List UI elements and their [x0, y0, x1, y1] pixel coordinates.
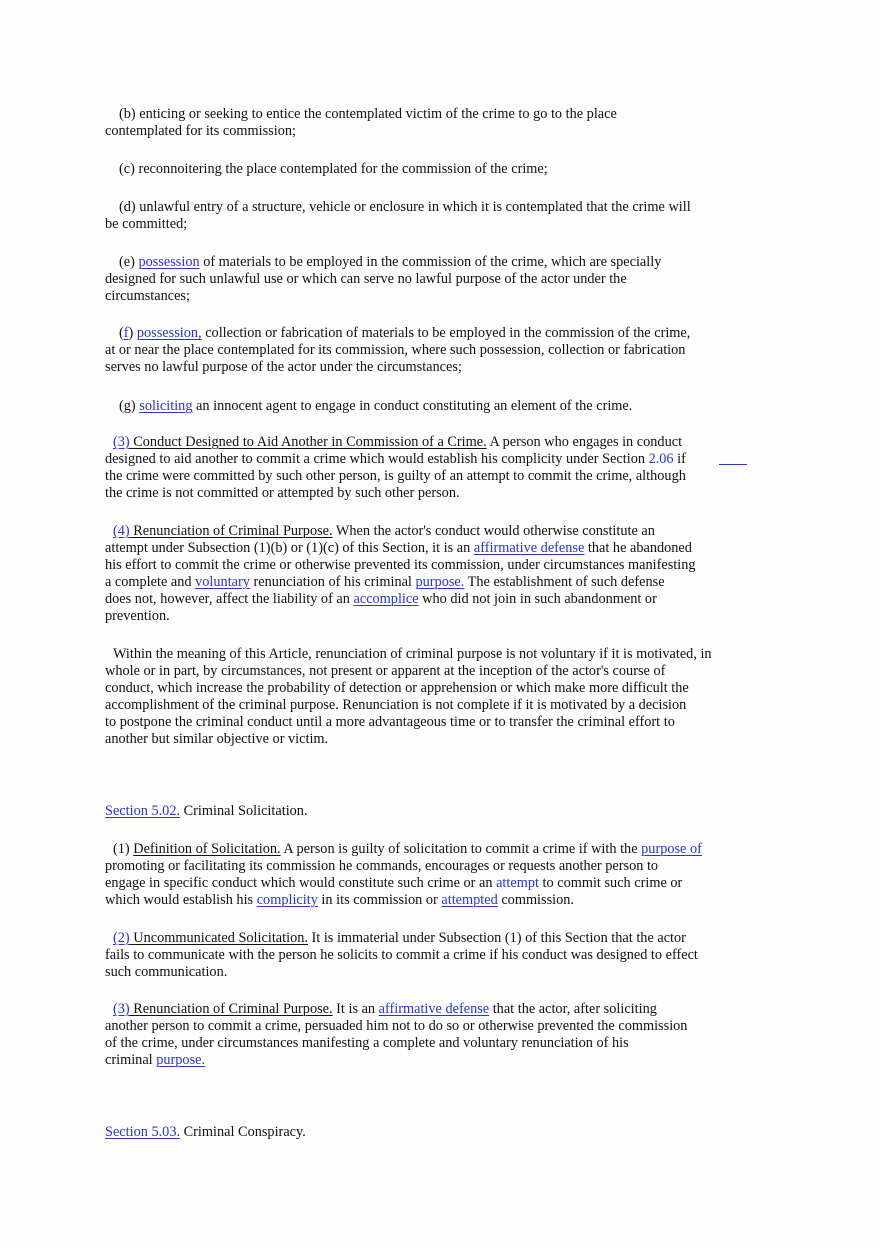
subsection-heading: Conduct Designed to Aid Another in Commission of a Crime. — [129, 434, 487, 450]
paragraph-line: the crime is not committed or attempted by such other person. — [105, 485, 460, 501]
paragraph-text: A person is guilty of solicitation to commit a crime if with the — [280, 841, 642, 857]
paragraph-line: prevention. — [105, 608, 170, 624]
paragraph-text: When the actor's conduct would otherwise constitute an — [332, 523, 655, 539]
uncommunicated-solicitation — [105, 930, 755, 981]
section-5-03-heading — [105, 1124, 755, 1141]
paragraph-c — [105, 161, 755, 178]
solicitation-definition — [105, 841, 755, 909]
paragraph-text: renunciation of his criminal — [249, 574, 416, 590]
paragraph-line: at or near the place contemplated for its commission, where such possession, collection or fabrication — [105, 342, 686, 358]
section-2-06-link[interactable]: 2.06 — [648, 451, 674, 467]
voluntary-link[interactable]: voluntary — [195, 574, 250, 590]
subsection-3-link[interactable]: (3) — [113, 1001, 130, 1017]
list-marker: ( — [119, 325, 124, 341]
paragraph-text: if — [673, 451, 686, 467]
f-link[interactable]: f — [123, 325, 129, 341]
possession-link[interactable]: possession, — [136, 325, 202, 341]
subsection-4-link[interactable]: (4) — [113, 523, 130, 539]
paragraph-line: designed for such unlawful use or which can serve no lawful purpose of the actor under the — [105, 271, 627, 287]
subsection-heading: Definition of Solicitation. — [133, 841, 281, 857]
paragraph-line: accomplishment of the criminal purpose. Renunciation is not complete if it is motivated by a decision — [105, 697, 687, 713]
paragraph-line: whole or in part, by circumstances, not present or apparent at the inception of the actor's course of — [105, 663, 666, 679]
paragraph-text: an innocent agent to engage in conduct constituting an element of the crime. — [192, 398, 633, 414]
affirmative-defense-link[interactable]: affirmative defense — [378, 1001, 490, 1017]
attempt-link[interactable]: attempt — [496, 875, 539, 891]
voluntary-renunciation-paragraph — [105, 646, 755, 748]
purpose-of-link[interactable]: purpose of — [641, 841, 702, 857]
paragraph-text: A person who engages in conduct — [486, 434, 683, 450]
list-marker: ) — [128, 325, 137, 341]
paragraph-line: contemplated for its commission; — [105, 123, 296, 139]
subsection-heading: Renunciation of Criminal Purpose. — [129, 1001, 333, 1017]
paragraph-text: commission. — [497, 892, 575, 908]
paragraph-g — [105, 398, 755, 415]
paragraph-text: It is an — [332, 1001, 379, 1017]
paragraph-text: does not, however, affect the liability of an — [105, 591, 354, 607]
paragraph-b — [105, 106, 755, 140]
paragraph-text: who did not join in such abandonment or — [418, 591, 657, 607]
paragraph-line: fails to communicate with the person he solicits to commit a crime if his conduct was designed to effect — [105, 947, 698, 963]
paragraph-text: of materials to be employed in the commission of the crime, which are specially — [199, 254, 662, 270]
section-5-02-heading — [105, 803, 755, 820]
paragraph-line: his effort to commit the crime or otherwise prevented its commission, under circumstances manifesting — [105, 557, 696, 573]
paragraph-text: designed to aid another to commit a crime which would establish his complicity under Section — [105, 451, 649, 467]
subsection-3-link[interactable]: (3) — [113, 434, 130, 450]
soliciting-link[interactable]: soliciting — [139, 398, 193, 414]
paragraph-line: the crime were committed by such other person, is guilty of an attempt to commit the crime, although — [105, 468, 686, 484]
paragraph-text: collection or fabrication of materials to be employed in the commission of the crime, — [201, 325, 691, 341]
paragraph-f — [105, 325, 755, 376]
paragraph-text: criminal — [105, 1052, 157, 1068]
paragraph-text: that he abandoned — [584, 540, 692, 556]
stray-link-underline — [719, 464, 747, 465]
paragraph-text: engage in specific conduct which would constitute such crime or an — [105, 875, 497, 891]
paragraph-text: that the actor, after soliciting — [489, 1001, 657, 1017]
paragraph-text: attempt under Subsection (1)(b) or (1)(c) of this Section, it is an — [105, 540, 474, 556]
subsection-2-link[interactable]: (2) — [113, 930, 130, 946]
paragraph-text: It is immaterial under Subsection (1) of this Section that the actor — [307, 930, 686, 946]
list-marker: (1) — [113, 841, 134, 857]
paragraph-text: to commit such crime or — [538, 875, 683, 891]
paragraph-line: such communication. — [105, 964, 228, 980]
paragraph-line: of the crime, under circumstances manifesting a complete and voluntary renunciation of his — [105, 1035, 629, 1051]
list-marker: (g) — [119, 398, 140, 414]
subsection-heading: Uncommunicated Solicitation. — [129, 930, 308, 946]
paragraph-text: a complete and — [105, 574, 196, 590]
paragraph-line: another person to commit a crime, persuaded him not to do so or otherwise prevented the commission — [105, 1018, 688, 1034]
accomplice-link[interactable]: accomplice — [353, 591, 419, 607]
section-5-02-link[interactable]: Section 5.02. — [105, 803, 181, 819]
complicity-link[interactable]: complicity — [256, 892, 318, 908]
affirmative-defense-link[interactable]: affirmative defense — [473, 540, 585, 556]
subsection-3-aid-another — [105, 434, 755, 502]
paragraph-line: conduct, which increase the probability of detection or apprehension or which make more difficult the — [105, 680, 689, 696]
section-title: Criminal Solicitation. — [180, 803, 308, 819]
paragraph-e — [105, 254, 755, 305]
section-title: Criminal Conspiracy. — [180, 1124, 306, 1140]
paragraph-line: promoting or facilitating its commission he commands, encourages or requests another person to — [105, 858, 659, 874]
paragraph-line: Within the meaning of this Article, renunciation of criminal purpose is not voluntary if it is motivated, in — [113, 646, 712, 662]
section-5-03-link[interactable]: Section 5.03. — [105, 1124, 181, 1140]
subsection-heading: Renunciation of Criminal Purpose. — [129, 523, 333, 539]
paragraph-line: to postpone the criminal conduct until a more advantageous time or to transfer the criminal effort to — [105, 714, 675, 730]
possession-link[interactable]: possession — [138, 254, 200, 270]
paragraph-text: which would establish his — [105, 892, 257, 908]
paragraph-line: (b) enticing or seeking to entice the contemplated victim of the crime to go to the place — [119, 106, 617, 122]
attempted-link[interactable]: attempted — [441, 892, 498, 908]
paragraph-line: (d) unlawful entry of a structure, vehicle or enclosure in which it is contemplated that the crime will — [119, 199, 691, 215]
purpose-link[interactable]: purpose. — [415, 574, 465, 590]
purpose-link[interactable]: purpose. — [156, 1052, 206, 1068]
paragraph-line: (c) reconnoitering the place contemplated for the commission of the crime; — [119, 161, 548, 177]
solicitation-renunciation — [105, 1001, 755, 1069]
paragraph-d — [105, 199, 755, 233]
paragraph-line: another but similar objective or victim. — [105, 731, 329, 747]
paragraph-text: in its commission or — [317, 892, 442, 908]
list-marker: (e) — [119, 254, 139, 270]
paragraph-text: The establishment of such defense — [464, 574, 665, 590]
paragraph-line: be committed; — [105, 216, 188, 232]
paragraph-line: serves no lawful purpose of the actor under the circumstances; — [105, 359, 462, 375]
paragraph-line: circumstances; — [105, 288, 190, 304]
subsection-4-renunciation — [105, 523, 755, 625]
